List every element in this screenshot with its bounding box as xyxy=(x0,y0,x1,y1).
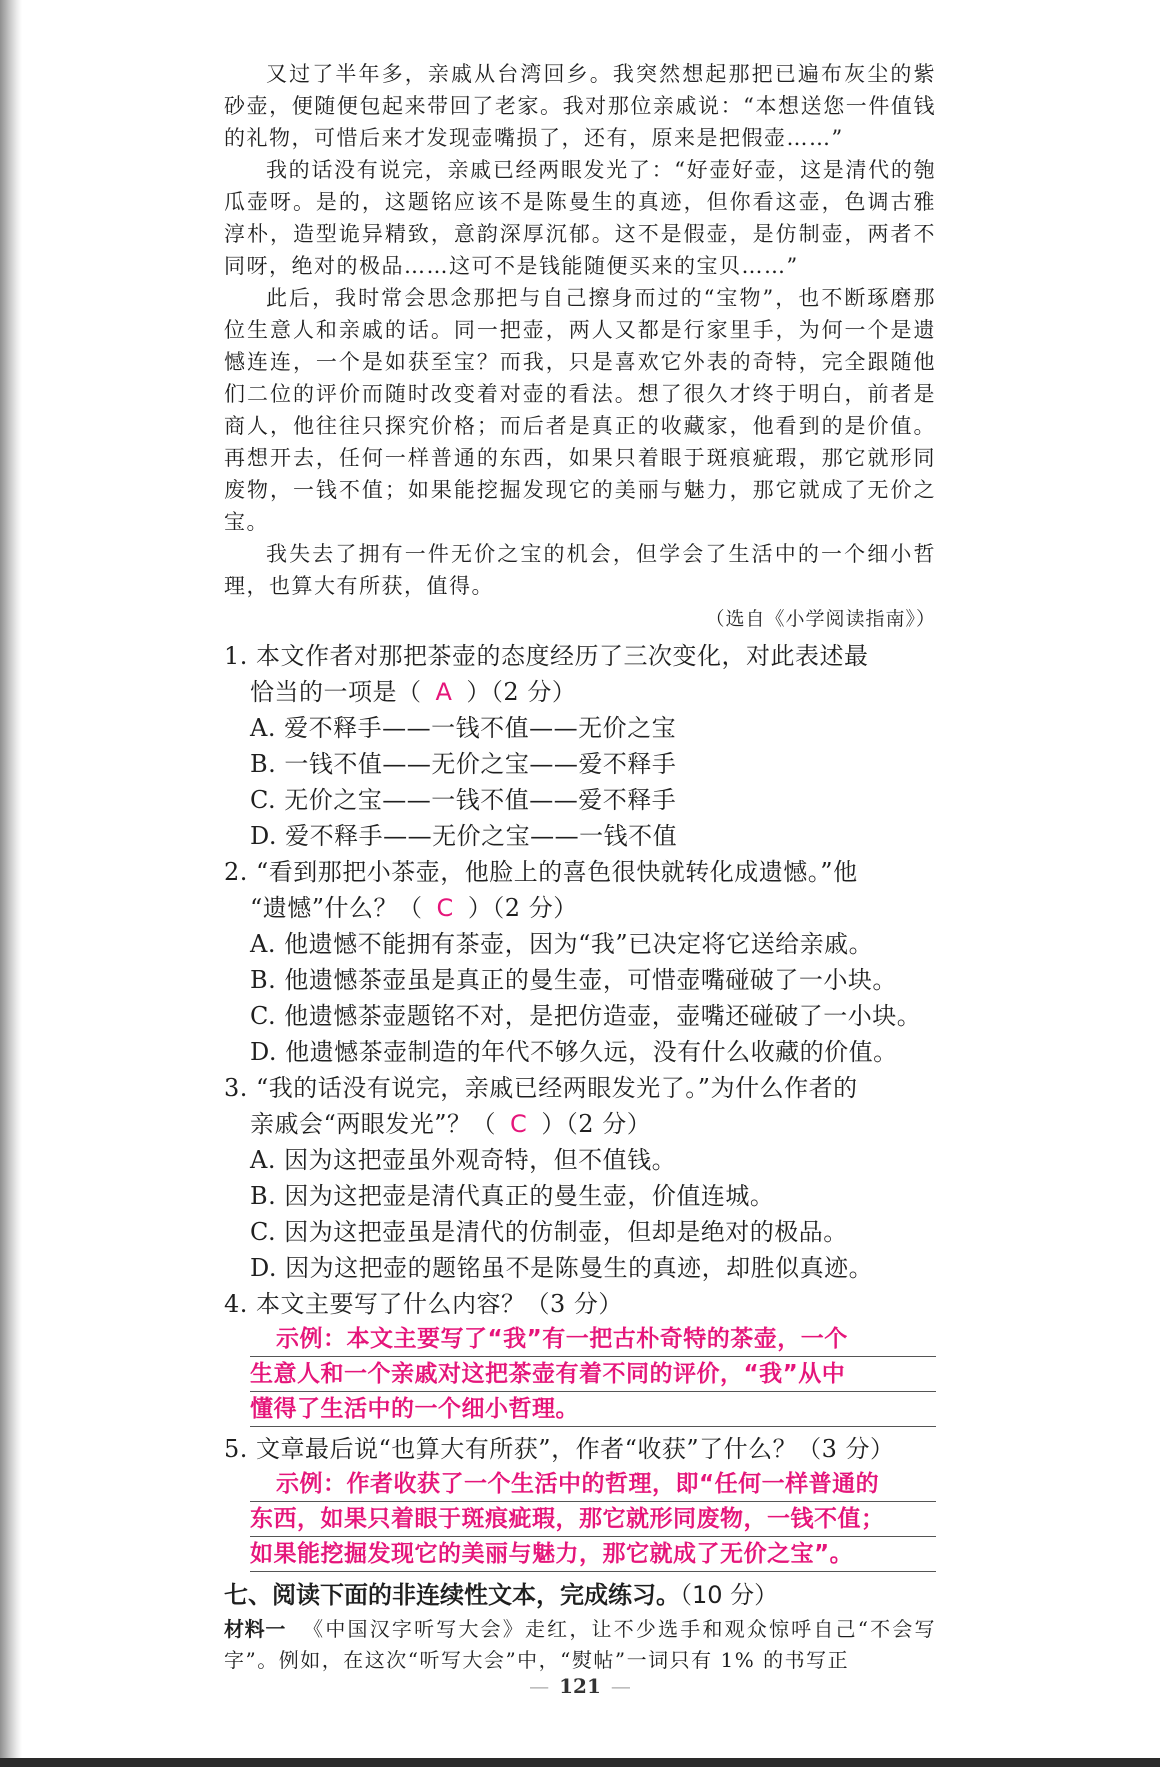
question-2-option-b: B. 他遗憾茶壶虽是真正的曼生壶，可惜壶嘴碰破了一小块。 xyxy=(250,966,897,994)
section-7-score: （10 分） xyxy=(680,1581,779,1609)
question-2-option-a: A. 他遗憾不能拥有茶壶，因为“我”已决定将它送给亲戚。 xyxy=(250,930,874,958)
question-2-pre: “遗憾”什么？（ xyxy=(250,894,423,922)
question-5-prompt: 5. 文章最后说“也算大有所获”，作者“收获”了什么？（3 分） xyxy=(224,1435,895,1463)
question-2-option-c: C. 他遗憾茶壶题铭不对，是把仿造壶，壶嘴还碰破了一小块。 xyxy=(250,1002,922,1030)
question-5-answer xyxy=(224,1467,936,1572)
question-1-answer: A xyxy=(435,678,453,706)
question-1-pre: 恰当的一项是（ xyxy=(250,678,422,706)
question-3-option-b: B. 因为这把壶是清代真正的曼生壶，价值连城。 xyxy=(250,1182,775,1210)
answer-line: 东西，如果只着眼于斑痕疵瑕，那它就形同废物，一钱不值； xyxy=(250,1502,936,1537)
passage-source: （选自《小学阅读指南》） xyxy=(705,608,936,630)
page-number: — 121 — xyxy=(529,1674,631,1698)
answer-line: 生意人和一个亲戚对这把茶壶有着不同的评价，“我”从中 xyxy=(250,1357,936,1392)
passage-paragraph: 我的话没有说完，亲戚已经两眼发光了：“好壶好壶，这是清代的匏瓜壶呀。是的，这题铭应该不是陈曼生的真迹，但你看这壶，色调古雅淳朴，造型诡异精致，意韵深厚沉郁。这不是假壶，是仿制壶，两者不同呀，绝对的极品……这可不是钱能随便买来的宝贝……” xyxy=(224,158,936,278)
passage-paragraph: 此后，我时常会思念那把与自己擦身而过的“宝物”，也不断琢磨那位生意人和亲戚的话。同一把壶，两人又都是行家里手，为何一个是遗憾连连，一个是如获至宝？而我，只是喜欢它外表的奇特，完全跟随他们二位的评价而随时改变着对壶的看法。想了很久才终于明白，前者是商人，他往往只探究价格；而后者是真正的收藏家，他看到的是价值。再想开去，任何一样普通的东西，如果只着眼于斑痕疵瑕，那它就形同废物，一钱不值；如果能挖掘发现它的美丽与魅力，那它就成了无价之宝。 xyxy=(224,286,936,534)
question-3-stem: 3. “我的话没有说完，亲戚已经两眼发光了。”为什么作者的 xyxy=(224,1074,858,1102)
question-1-option-a: A. 爱不释手——一钱不值——无价之宝 xyxy=(250,714,677,742)
question-2 xyxy=(224,854,936,1070)
question-3-answer: C xyxy=(510,1110,528,1138)
material-1-text: 《中国汉字听写大会》走红，让不少选手和观众惊呼自己“不会写字”。例如，在这次“听写大会”中，“熨帖”一词只有 1% 的书写正 xyxy=(224,1617,937,1672)
answer-line: 示例：本文主要写了“我”有一把古朴奇特的茶壶，一个 xyxy=(250,1322,936,1357)
answer-line: 如果能挖掘发现它的美丽与魅力，那它就成了无价之宝”。 xyxy=(250,1537,936,1572)
question-4 xyxy=(224,1286,936,1427)
question-3-option-c: C. 因为这把壶虽是清代的仿制壶，但却是绝对的极品。 xyxy=(250,1218,848,1246)
passage-paragraph: 又过了半年多，亲戚从台湾回乡。我突然想起那把已遍布灰尘的紫砂壶，便随便包起来带回了老家。我对那位亲戚说：“本想送您一件值钱的礼物，可惜后来才发现壶嘴损了，还有，原来是把假壶……” xyxy=(224,62,936,150)
question-3 xyxy=(224,1070,936,1286)
question-1 xyxy=(224,638,936,854)
material-1 xyxy=(224,1614,936,1676)
page-number-value: 121 xyxy=(559,1674,601,1698)
answer-line: 懂得了生活中的一个细小哲理。 xyxy=(250,1392,936,1427)
question-2-stem-cont xyxy=(224,890,936,926)
question-2-post: ）（2 分） xyxy=(467,894,578,922)
passage-paragraph: 我失去了拥有一件无价之宝的机会，但学会了生活中的一个细小哲理，也算大有所获，值得。 xyxy=(224,542,936,598)
question-3-post: ）（2 分） xyxy=(541,1110,652,1138)
question-1-stem: 1. 本文作者对那把茶壶的态度经历了三次变化，对此表述最 xyxy=(224,642,869,670)
section-7-heading xyxy=(224,1576,936,1614)
question-2-stem: 2. “看到那把小茶壶，他脸上的喜色很快就转化成遗憾。”他 xyxy=(224,858,858,886)
question-1-post: ）（2 分） xyxy=(466,678,577,706)
question-4-answer xyxy=(224,1322,936,1427)
material-1-label: 材料一 xyxy=(224,1617,287,1641)
question-1-option-d: D. 爱不释手——无价之宝——一钱不值 xyxy=(250,822,678,850)
worksheet-page xyxy=(224,58,936,1676)
question-3-option-a: A. 因为这把壶虽外观奇特，但不值钱。 xyxy=(250,1146,677,1174)
question-4-prompt: 4. 本文主要写了什么内容？（3 分） xyxy=(224,1290,623,1318)
page-edge-shadow xyxy=(0,0,22,1767)
question-3-pre: 亲戚会“两眼发光”？（ xyxy=(250,1110,497,1138)
section-7-title: 七、阅读下面的非连续性文本，完成练习。 xyxy=(224,1581,680,1609)
question-3-option-d: D. 因为这把壶的题铭虽不是陈曼生的真迹，却胜似真迹。 xyxy=(250,1254,874,1282)
question-3-stem-cont xyxy=(224,1106,936,1142)
question-1-stem-cont xyxy=(224,674,936,710)
answer-line: 示例：作者收获了一个生活中的哲理，即“任何一样普通的 xyxy=(250,1467,936,1502)
question-2-option-d: D. 他遗憾茶壶制造的年代不够久远，没有什么收藏的价值。 xyxy=(250,1038,898,1066)
bottom-bar xyxy=(0,1758,1160,1767)
question-2-answer: C xyxy=(436,894,454,922)
question-1-option-c: C. 无价之宝——一钱不值——爱不释手 xyxy=(250,786,677,814)
question-1-option-b: B. 一钱不值——无价之宝——爱不释手 xyxy=(250,750,677,778)
question-5 xyxy=(224,1431,936,1572)
